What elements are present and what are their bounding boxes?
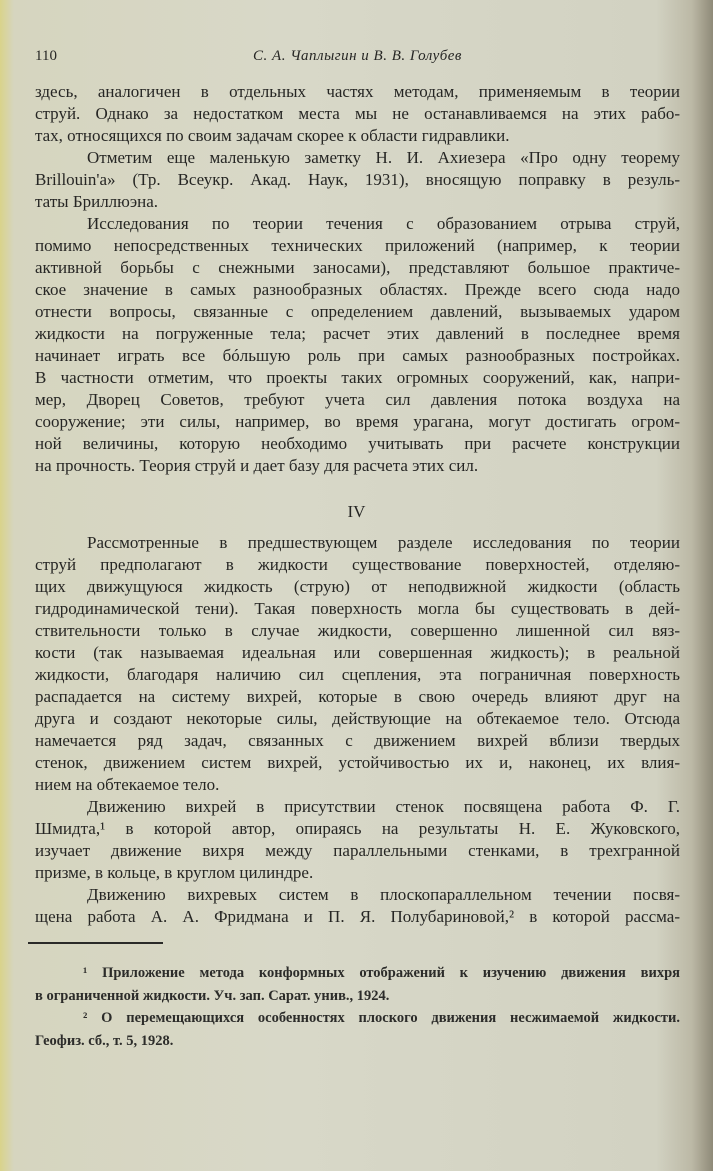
text-line: мер, Дворец Советов, требуют учета сил давления потока воздуха на — [35, 390, 680, 409]
text-line: гидродинамической тени). Такая поверхность могла бы существовать в дей- — [35, 599, 680, 618]
text-line: струй предполагают в жидкости существование поверхностей, отделяю- — [35, 555, 680, 574]
text-line: намечается ряд задач, связанных с движением вихрей вблизи твердых — [35, 731, 680, 750]
text-line: здесь, аналогичен в отдельных частях методам, применяемым в теории — [35, 82, 680, 101]
footnote-line: Геофиз. сб., т. 5, 1928. — [35, 1032, 174, 1049]
text-line: ское значение в самых разнообразных областях. Прежде всего сюда надо — [35, 280, 680, 299]
text-line: щих движущуюся жидкость (струю) от неподвижной жидкости (область — [35, 577, 680, 596]
footnote-line: ² О перемещающихся особенностях плоского движения несжимаемой жидкости. — [83, 1010, 680, 1026]
text-line: жидкости, благодаря наличию сил сцепления, эта пограничная поверхность — [35, 665, 680, 684]
text-line: Движению вихревых систем в плоскопараллельном течении посвя- — [87, 885, 680, 904]
footnote-line: в ограниченной жидкости. Уч. зап. Сарат. унив., 1924. — [35, 987, 390, 1004]
text-line: отнести вопросы, связанные с определением давлений, вызываемых ударом — [35, 302, 680, 321]
text-line: струй. Однако за недостатком места мы не останавливаемся на этих рабо- — [35, 104, 680, 123]
text-line: активной борьбы с снежными заносами), представляют большое практиче- — [35, 258, 680, 277]
text-line: кости (так называемая идеальная или совершенная жидкость); в реальной — [35, 643, 680, 662]
text-line: стенок, движением систем вихрей, устойчивостью их и, наконец, их влия- — [35, 753, 680, 772]
text-line: сооружение; эти силы, например, во время урагана, могут достигать огром- — [35, 412, 680, 431]
text-line: призме, в кольце, в круглом цилиндре. — [35, 863, 314, 882]
text-line: ной величины, которую необходимо учитывать при расчете конструкции — [35, 434, 680, 453]
text-line: помимо непосредственных технических приложений (например, к теории — [35, 236, 680, 255]
text-line: таты Бриллюэна. — [35, 192, 159, 211]
text-line: тах, относящихся по своим задачам скорее к области гидравлики. — [35, 126, 510, 145]
running-title: С. А. Чаплыгин и В. В. Голубев — [253, 48, 462, 64]
text-line: друга и создают некоторые силы, действующие на обтекаемое тело. Отсюда — [35, 709, 680, 728]
footnotes — [35, 962, 680, 1052]
running-header — [35, 48, 680, 70]
text-line: на прочность. Теория струй и дает базу для расчета этих сил. — [35, 456, 479, 475]
body-text-section-4 — [35, 532, 680, 928]
text-line: начинает играть все бóльшую роль при самых разнообразных постройках. — [35, 346, 680, 365]
text-line: Движению вихрей в присутствии стенок посвящена работа Ф. Г. — [87, 797, 680, 816]
text-line: В частности отметим, что проекты таких огромных сооружений, как, напри- — [35, 368, 680, 387]
page-number: 110 — [35, 48, 57, 64]
text-line: распадается на систему вихрей, которые в свою очередь влияют друг на — [35, 687, 680, 706]
body-text-section-1 — [35, 81, 680, 477]
text-line: Отметим еще маленькую заметку Н. И. Ахиезера «Про одну теорему — [87, 148, 680, 167]
text-line: Brillouin'a» (Тр. Всеукр. Акад. Наук, 1931), вносящую поправку в резуль- — [35, 170, 680, 189]
text-line: изучает движение вихря между параллельными стенками, в трехгранной — [35, 841, 680, 860]
text-line: Рассмотренные в предшествующем разделе исследования по теории — [87, 533, 680, 552]
text-line: жидкости на погруженные тела; расчет этих давлений в последнее время — [35, 324, 680, 343]
text-line: Исследования по теории течения с образованием отрыва струй, — [87, 214, 680, 233]
text-line: ствительности только в случае жидкости, совершенно лишенной сил вяз- — [35, 621, 680, 640]
footnote-line: ¹ Приложение метода конформных отображений к изучению движения вихря — [83, 965, 680, 981]
text-line: нием на обтекаемое тело. — [35, 775, 220, 794]
text-line: щена работа А. А. Фридмана и П. Я. Полубариновой,² в которой рассма- — [35, 907, 680, 926]
section-heading: IV — [347, 502, 366, 521]
footnote-divider — [28, 942, 163, 944]
text-line: Шмидта,¹ в которой автор, опираясь на результаты Н. Е. Жуковского, — [35, 819, 680, 838]
